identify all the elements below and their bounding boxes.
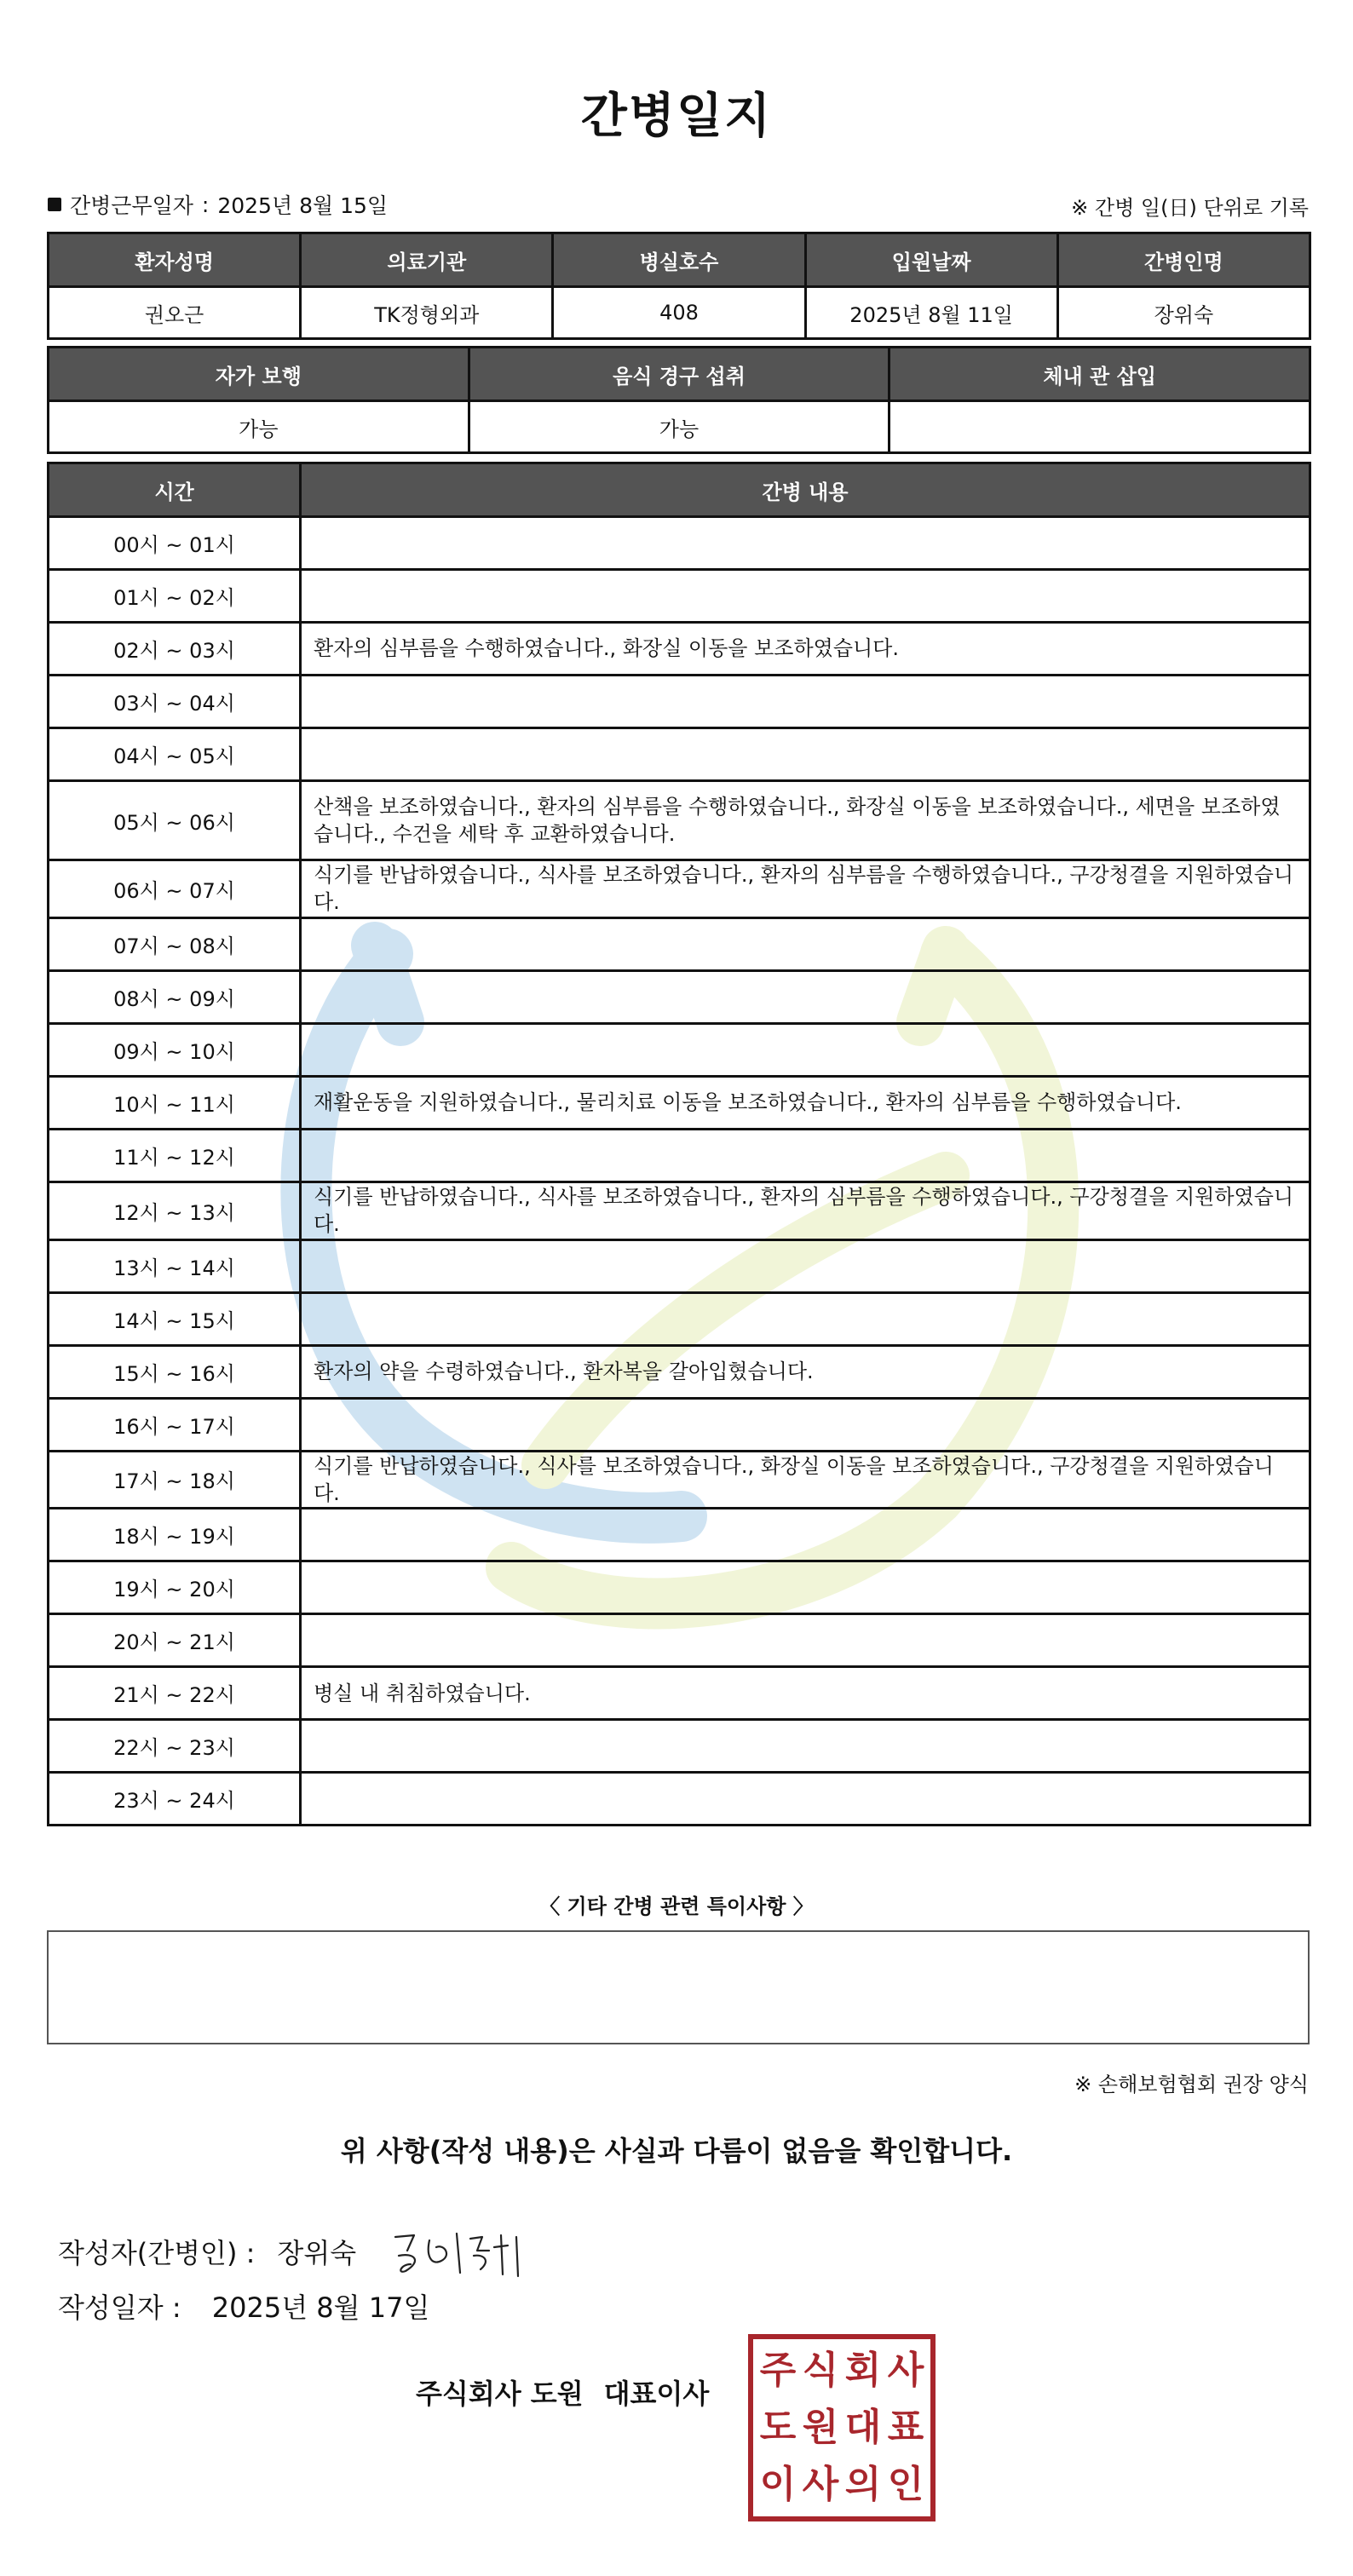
care-content: 환자의 약을 수령하였습니다., 환자복을 갈아입혔습니다. [301,1345,1310,1398]
writer-line [58,2222,550,2281]
seal-char: 주 [759,2349,797,2393]
hour-slot: 23시 ~ 24시 [49,1773,301,1826]
patient-status-table [47,346,1311,454]
table-row [49,1239,1310,1292]
care-content [301,1023,1310,1076]
header-hospital: 의료기관 [301,233,553,287]
table-row [49,1398,1310,1451]
patient-info-table [47,232,1311,340]
care-content: 식기를 반납하였습니다., 식사를 보조하였습니다., 환자의 심부름을 수행하였습니다., 구강청결을 지원하였습니다. [301,860,1310,918]
hour-slot: 15시 ~ 16시 [49,1345,301,1398]
care-content [301,676,1310,728]
table-row [49,1561,1310,1614]
table-row [49,1345,1310,1398]
hour-slot: 21시 ~ 22시 [49,1667,301,1720]
writer-label: 작성자(간병인) : [58,2237,256,2269]
table-row [49,1720,1310,1773]
hour-slot: 16시 ~ 17시 [49,1398,301,1451]
seal-char: 인 [887,2462,924,2506]
table-row [49,1773,1310,1826]
page-title: 간병일지 [580,89,773,144]
hour-slot: 02시 ~ 03시 [49,623,301,676]
care-content [301,917,1310,970]
work-date-separator: : [201,192,210,217]
seal-char: 의 [844,2462,882,2506]
table-row [49,1509,1310,1561]
patient-name: 권오근 [49,287,301,339]
table-row [49,917,1310,970]
room-number: 408 [553,287,805,339]
care-content [301,1614,1310,1667]
company-seal-stamp [748,2334,936,2521]
hour-slot: 05시 ~ 06시 [49,781,301,860]
care-content: 식기를 반납하였습니다., 식사를 보조하였습니다., 화장실 이동을 보조하였습니다., 구강청결을 지원하였습니다. [301,1451,1310,1509]
work-date-label: 간병근무일자 [70,193,193,218]
oral-intake-value: 가능 [469,401,890,453]
seal-char: 사 [802,2462,839,2506]
work-date [48,189,388,220]
header-room: 병실호수 [553,233,805,287]
seal-char: 회 [844,2349,882,2393]
care-content [301,1398,1310,1451]
header-admission-date: 입원날짜 [805,233,1057,287]
care-content: 병실 내 취침하였습니다. [301,1667,1310,1720]
care-content: 식기를 반납하였습니다., 식사를 보조하였습니다., 환자의 심부름을 수행하였습니다., 구강청결을 지원하였습니다. [301,1182,1310,1239]
hour-slot: 14시 ~ 15시 [49,1292,301,1345]
care-content [301,1239,1310,1292]
hour-slot: 11시 ~ 12시 [49,1129,301,1182]
care-content [301,970,1310,1023]
written-date-value: 2025년 8월 17일 [211,2291,430,2324]
table-row [49,970,1310,1023]
handwritten-signature [389,2222,550,2281]
care-content [301,1720,1310,1773]
hour-slot: 10시 ~ 11시 [49,1076,301,1129]
care-content [301,1509,1310,1561]
table-row [49,1451,1310,1509]
tube-value [890,401,1310,453]
seal-char: 사 [887,2349,924,2393]
header-walking: 자가 보행 [49,348,469,401]
table-row [49,1292,1310,1345]
hourly-care-table [47,462,1311,1826]
work-date-value: 2025년 8월 15일 [217,193,389,218]
seal-char: 표 [887,2405,924,2449]
table-row [49,623,1310,676]
hour-slot: 12시 ~ 13시 [49,1182,301,1239]
hour-slot: 20시 ~ 21시 [49,1614,301,1667]
hour-slot: 07시 ~ 08시 [49,917,301,970]
hospital-name: TK정형외과 [301,287,553,339]
hour-slot: 00시 ~ 01시 [49,517,301,570]
seal-char: 대 [844,2405,882,2449]
etc-notes-box [47,1930,1310,2044]
table-row [49,517,1310,570]
etc-section-title: 〈 기타 간병 관련 특이사항 〉 [539,1895,814,1918]
table-row [49,860,1310,918]
table-row [49,1023,1310,1076]
confirmation-text: 위 사항(작성 내용)은 사실과 다름이 없음을 확인합니다. [340,2135,1013,2167]
table-row [49,1076,1310,1129]
hour-slot: 13시 ~ 14시 [49,1239,301,1292]
table-row [49,1667,1310,1720]
unit-note: ※ 간병 일(日) 단위로 기록 [1071,196,1309,220]
written-date-line [58,2286,429,2326]
hour-slot: 01시 ~ 02시 [49,570,301,623]
writer-name: 장위숙 [277,2237,357,2269]
header-caregiver: 간병인명 [1057,233,1310,287]
table-row [49,1129,1310,1182]
association-note: ※ 손해보험협회 권장 양식 [1074,2073,1309,2096]
table-row [49,781,1310,860]
table-row [49,570,1310,623]
hour-slot: 04시 ~ 05시 [49,728,301,781]
admission-date: 2025년 8월 11일 [805,287,1057,339]
table-row [49,728,1310,781]
hour-slot: 08시 ~ 09시 [49,970,301,1023]
care-content [301,1129,1310,1182]
caregiver-name: 장위숙 [1057,287,1310,339]
hour-slot: 18시 ~ 19시 [49,1509,301,1561]
company-signoff [416,2372,709,2412]
header-care-content: 간병 내용 [301,463,1310,517]
bullet-square-icon [48,198,61,211]
care-content [301,1773,1310,1826]
care-content [301,728,1310,781]
care-content: 재활운동을 지원하였습니다., 물리치료 이동을 보조하였습니다., 환자의 심부름을 수행하였습니다. [301,1076,1310,1129]
hour-slot: 22시 ~ 23시 [49,1720,301,1773]
seal-char: 식 [802,2349,839,2393]
care-content [301,570,1310,623]
table-row [49,1614,1310,1667]
care-content [301,1292,1310,1345]
care-content [301,517,1310,570]
care-content: 산책을 보조하였습니다., 환자의 심부름을 수행하였습니다., 화장실 이동을 보조하였습니다., 세면을 보조하였습니다., 수건을 세탁 후 교환하였습니다. [301,781,1310,860]
hour-slot: 09시 ~ 10시 [49,1023,301,1076]
seal-char: 이 [759,2462,797,2506]
company-name: 주식회사 도원 [416,2378,584,2410]
header-time: 시간 [49,463,301,517]
care-content: 환자의 심부름을 수행하였습니다., 화장실 이동을 보조하였습니다. [301,623,1310,676]
hour-slot: 19시 ~ 20시 [49,1561,301,1614]
hour-slot: 06시 ~ 07시 [49,860,301,918]
table-row [49,1182,1310,1239]
hour-slot: 03시 ~ 04시 [49,676,301,728]
company-title: 대표이사 [603,2378,710,2410]
seal-char: 원 [802,2405,839,2449]
hour-slot: 17시 ~ 18시 [49,1451,301,1509]
seal-char: 도 [759,2405,797,2449]
header-tube: 체내 관 삽입 [890,348,1310,401]
written-date-label: 작성일자 : [58,2291,181,2324]
header-oral-intake: 음식 경구 섭취 [469,348,890,401]
walking-value: 가능 [49,401,469,453]
table-row [49,676,1310,728]
header-patient-name: 환자성명 [49,233,301,287]
care-content [301,1561,1310,1614]
